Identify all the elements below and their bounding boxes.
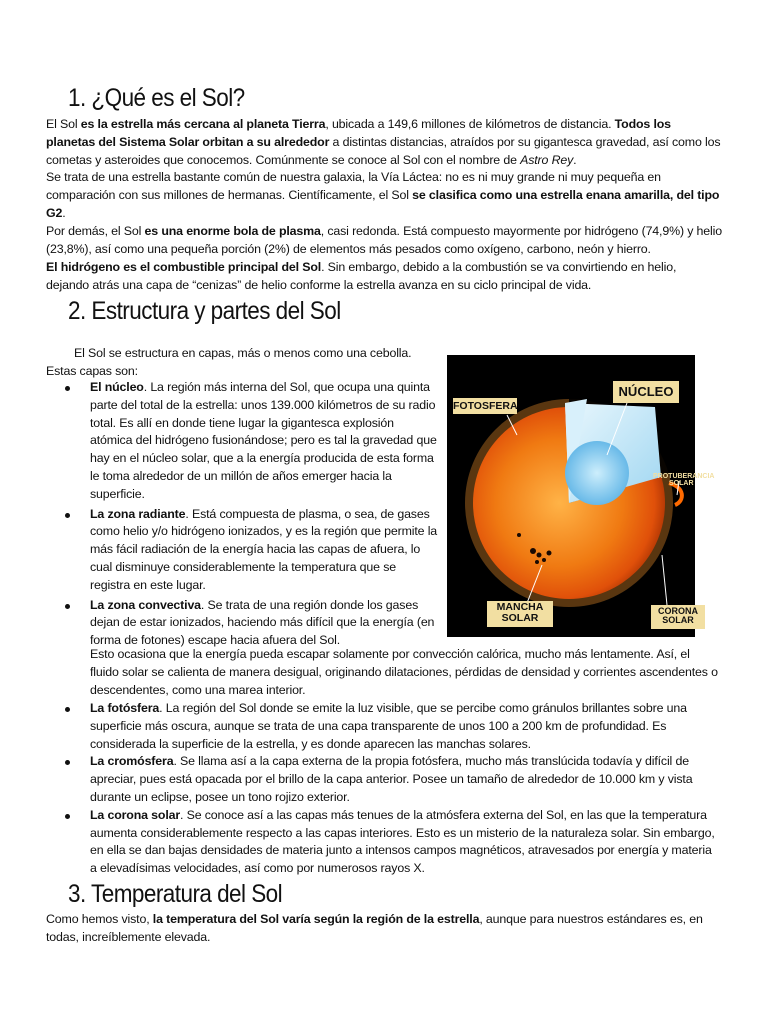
bullet-icon: [65, 604, 70, 609]
section-3-heading: [68, 880, 282, 909]
bold-run: se clasifica como una estrella enana amarilla, del tipo G2: [46, 187, 720, 220]
zona-convectiva-continuation: [90, 646, 720, 699]
label-text: SOLAR: [662, 615, 694, 626]
layers-list-top: [90, 379, 438, 650]
text-run: .: [573, 152, 577, 167]
list-item-nucleo: [90, 379, 438, 504]
bold-run: El hidrógeno es el combustible principal del Sol: [46, 260, 322, 274]
bullet-icon: [65, 513, 70, 518]
text-run: Como hemos visto,: [46, 912, 153, 926]
item-term: El núcleo: [90, 380, 144, 394]
s3-paragraph-1: [46, 911, 722, 947]
section-title: ¿Qué es el Sol?: [91, 84, 245, 112]
label-text: PROTUBERANCIA: [653, 473, 715, 480]
text-run: . Sin embargo, debido a la combustión se va convirtiendo en helio, dejando atrás una capa de “cenizas” de helio conforme la estrella avanza en su ciclo principal de vida.: [46, 260, 677, 292]
section-number: 2.: [68, 297, 86, 325]
label-text: SOLAR: [501, 612, 539, 625]
italic-run: Astro Rey: [520, 152, 574, 167]
list-item-cromosfera: [90, 753, 720, 806]
item-text: . La región del Sol donde se emite la luz visible, que se percibe como gránulos brillantes sobre una superficie más oscura, aunque se trata de una capa transparente de unos 100 a 200 km de profundidad. Es considerada la superficie de la estrella, y es donde aparecen las manchas solares.: [90, 701, 687, 751]
label-protuberancia: [653, 473, 715, 488]
text-run: Por demás, el Sol: [46, 224, 145, 238]
section-number: 1.: [68, 84, 86, 112]
s1-paragraph-3: [46, 223, 722, 259]
item-text: . La región más interna del Sol, que ocupa una quinta parte del total de la estrella: unos 139.000 kilómetros de su radio total. Es allí en donde tiene lugar la gigantesca explosión atómica del hidrógeno fusionándose; pero es tal la gravedad que hay en el núcleo solar, que a la energía producida de esta forma le toma alrededor de un millón de años emerger hacia la superficie.: [90, 380, 437, 501]
s2-intro: [46, 345, 436, 381]
item-term: La cromósfera: [90, 754, 174, 769]
s1-paragraph-2: [46, 169, 722, 222]
s1-paragraph-1: [46, 116, 722, 169]
item-term: La zona convectiva: [90, 597, 201, 612]
label-text: SOLAR: [669, 480, 694, 488]
section-number: 3.: [68, 880, 86, 908]
label-corona-solar: [651, 605, 705, 629]
layers-list-bottom: [90, 700, 720, 878]
bold-run: la temperatura del Sol varía según la región de la estrella: [152, 912, 480, 926]
section-title: Temperatura del Sol: [91, 880, 283, 908]
list-item-fotosfera: [90, 700, 720, 753]
s1-paragraph-4: [46, 259, 722, 295]
item-text-continuation: Esto ocasiona que la energía pueda escapar solamente por convección calórica, mucho más lentamente. Así, el fluido solar se calienta de manera desigual, originando dilataciones, pérdidas de densidad y corrientes ascendentes o descendentes, como una marea interior.: [90, 647, 718, 697]
text-run: El Sol: [46, 117, 81, 131]
text-run: , ubicada a 149,6 millones de kilómetros de distancia.: [325, 117, 615, 131]
item-text: . Se llama así a la capa externa de la propia fotósfera, mucho más translúcida todavía y difícil de apreciar, pues está opacada por el brillo de la capa anterior. Posee un tamaño de alrededor de 10.000 km y vista durante un eclipse, posee un tono rojizo exterior.: [90, 754, 693, 804]
section-2-heading: [68, 297, 341, 326]
item-term: La zona radiante: [90, 506, 186, 521]
list-item-zona-convectiva: [90, 597, 438, 650]
bullet-icon: [65, 386, 70, 391]
label-nucleo: [613, 381, 679, 403]
text-run: Se trata de una estrella bastante común de nuestra galaxia, la Vía Láctea: no es ni muy grande ni muy pequeña en comparación con sus millones de hermanas. Científicamente, el Sol: [46, 170, 661, 202]
bold-run: es la estrella más cercana al planeta Tierra: [80, 117, 326, 131]
label-text: CORONA: [658, 606, 698, 616]
section-title: Estructura y partes del Sol: [91, 297, 341, 325]
label-text: NÚCLEO: [618, 384, 674, 399]
text-run: .: [62, 205, 66, 220]
label-text: MANCHA: [496, 601, 544, 613]
list-item-corona-solar: [90, 807, 720, 878]
item-text: . Está compuesta de plasma, o sea, de gases como helio y/o hidrógeno ionizados, y es la región que permite la más fácil radiación de la energía hacia las capas de afuera, lo cual disminuye considerablemente la temperatura que se registra en este lugar.: [90, 506, 438, 592]
item-text: . Se conoce así a las capas más tenues de la atmósfera externa del Sol, en las que la temperatura aumenta considerablemente respecto a las capas interiores. Esto es un misterio de la naturaleza solar. Sin embargo, en ella se dan bajas densidades de materia junto a intensos campos magnéticos, atravesados por energía y materia a elevadísimas velocidades, así como por numerosos rayos X.: [90, 807, 715, 876]
bold-run: Todos los planetas del Sistema Solar orbitan a su alrededor: [46, 117, 671, 149]
sun-structure-figure: [447, 355, 715, 637]
bullet-icon: [65, 814, 70, 819]
text-run: , casi redonda. Está compuesto mayormente por hidrógeno (74,9%) y helio (23,8%), así como una pequeña porción (2%) de elementos más pesados como oxígeno, carbono, neón y hierro.: [46, 224, 722, 256]
list-item-zona-radiante: [90, 506, 438, 595]
bullet-icon: [65, 760, 70, 765]
text-run: a distintas distancias, atraídos por su gigantesca gravedad, así como los cometas y asteroides que conocemos. Comúnmente se conoce al Sol con el nombre de: [46, 134, 721, 167]
item-term: La fotósfera: [90, 701, 160, 715]
bullet-icon: [65, 707, 70, 712]
item-term: La corona solar: [90, 807, 181, 822]
bold-run: es una enorme bola de plasma: [144, 224, 321, 238]
text-run: , aunque para nuestros estándares es, en todas, increíblemente elevada.: [46, 912, 703, 944]
label-text: FOTOSFERA: [453, 400, 518, 412]
label-fotosfera: [453, 398, 517, 414]
label-mancha-solar: [487, 601, 553, 627]
item-text: . Se trata de una región donde los gases dejan de estar ionizados, haciendo más difícil que la energía (en forma de fotones) escape hacia afuera del Sol.: [90, 597, 435, 648]
core-sphere: [565, 441, 629, 505]
intro-text: El Sol se estructura en capas, más o menos como una cebolla. Estas capas son:: [46, 346, 412, 378]
section-1-heading: [68, 84, 245, 113]
